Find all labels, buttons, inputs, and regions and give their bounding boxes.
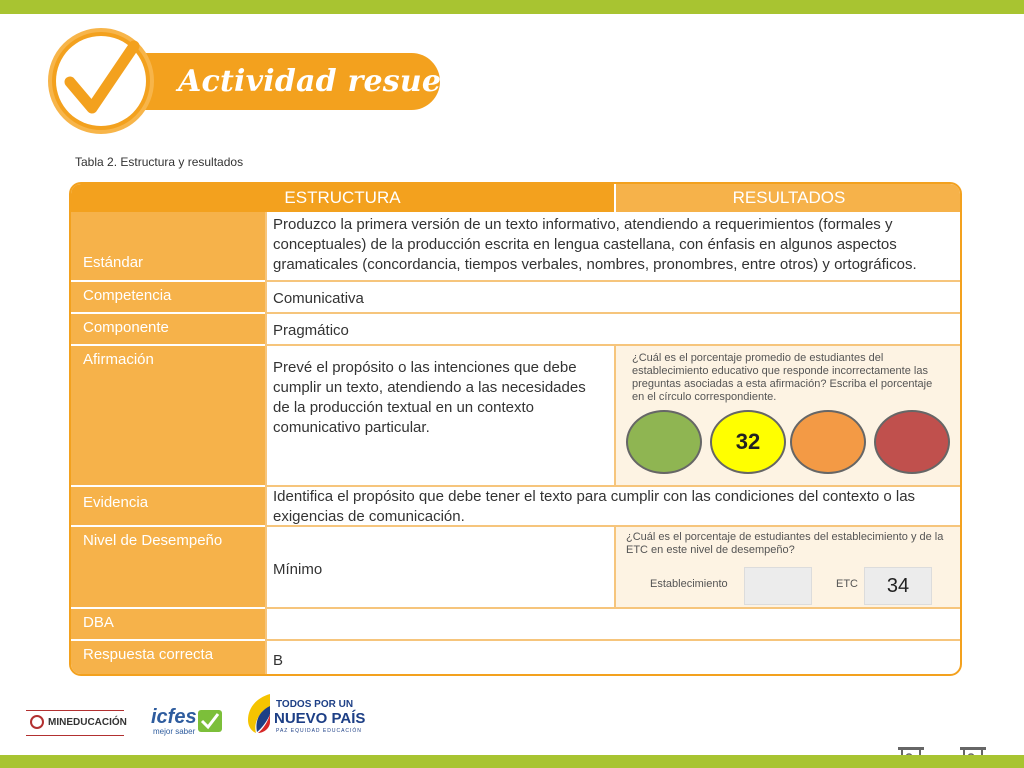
value-respuesta: B (265, 641, 962, 676)
value-afirmacion: Prevé el propósito o las intenciones que debe cumplir un texto, atendiendo a las necesidades de la producción textual en un contexto comunicativo particular. (265, 346, 614, 487)
label-nivel: Nivel de Desempeño (71, 527, 265, 609)
table-caption: Tabla 2. Estructura y resultados (75, 155, 244, 169)
flag-mark-icon (246, 692, 272, 734)
tpn-logo-line1: TODOS POR UN (276, 699, 354, 710)
circle-orange[interactable] (790, 410, 866, 474)
checkmark-icon (56, 36, 146, 126)
nivel-question: ¿Cuál es el porcentaje de estudiantes del establecimiento y de la ETC en este nivel de desempeño? (626, 531, 944, 556)
header-resultados: RESULTADOS (614, 184, 962, 212)
value-componente: Pragmático (265, 314, 962, 346)
etc-value: 34 (886, 575, 910, 597)
tpn-logo-line2: NUEVO PAÍS (274, 710, 366, 727)
etc-label: ETC (836, 578, 858, 590)
top-accent-bar (0, 0, 1024, 14)
tpn-logo-line3: PAZ EQUIDAD EDUCACIÓN (276, 728, 362, 734)
nivel-results-panel (614, 527, 962, 609)
value-dba (265, 609, 962, 641)
label-evidencia: Evidencia (71, 487, 265, 527)
afirmacion-question: ¿Cuál es el porcentaje promedio de estudiantes del establecimiento educativo que responde incorrectamente las preguntas asociadas a esta afirmación? Escriba el porcentaje en el círculo correspondiente. (632, 352, 933, 403)
value-estandar: Produzco la primera versión de un texto informativo, atendiendo a requerimientos (formales y conceptuales) de la producción escrita en lengua castellana, con énfasis en algunos aspectos gramaticales (concordancia, tiempos verbales, nombres, pronombres, entre otros) y ortográficos. (265, 212, 962, 282)
value-nivel: Mínimo (265, 527, 614, 609)
label-estandar: Estándar (71, 212, 265, 282)
value-competencia: Comunicativa (265, 282, 962, 314)
label-componente: Componente (71, 314, 265, 346)
circle-red[interactable] (874, 410, 950, 474)
icfes-tagline: mejor saber (153, 727, 196, 736)
label-afirmacion: Afirmación (71, 346, 265, 487)
afirmacion-results-panel (614, 346, 962, 487)
icfes-check-icon (198, 710, 222, 732)
label-dba: DBA (71, 609, 265, 641)
page-title: Actividad resuelta (178, 64, 487, 99)
circle-yellow-value: 32 (735, 429, 761, 454)
structure-results-table (69, 182, 962, 676)
icfes-logo: icfes (151, 706, 197, 728)
header-estructura: ESTRUCTURA (71, 184, 614, 212)
label-competencia: Competencia (71, 282, 265, 314)
seal-icon (30, 715, 44, 729)
label-respuesta: Respuesta correcta (71, 641, 265, 676)
bottom-accent-bar (0, 755, 1024, 768)
establecimiento-input[interactable] (744, 567, 812, 605)
etc-input[interactable] (864, 567, 932, 605)
circle-green[interactable] (626, 410, 702, 474)
circle-yellow[interactable] (710, 410, 786, 474)
mineducacion-logo: MINEDUCACIÓN (26, 710, 124, 736)
establecimiento-label: Establecimiento (650, 578, 728, 590)
value-evidencia: Identifica el propósito que debe tener el texto para cumplir con las condiciones del contexto o las exigencias de comunicación. (265, 487, 962, 527)
